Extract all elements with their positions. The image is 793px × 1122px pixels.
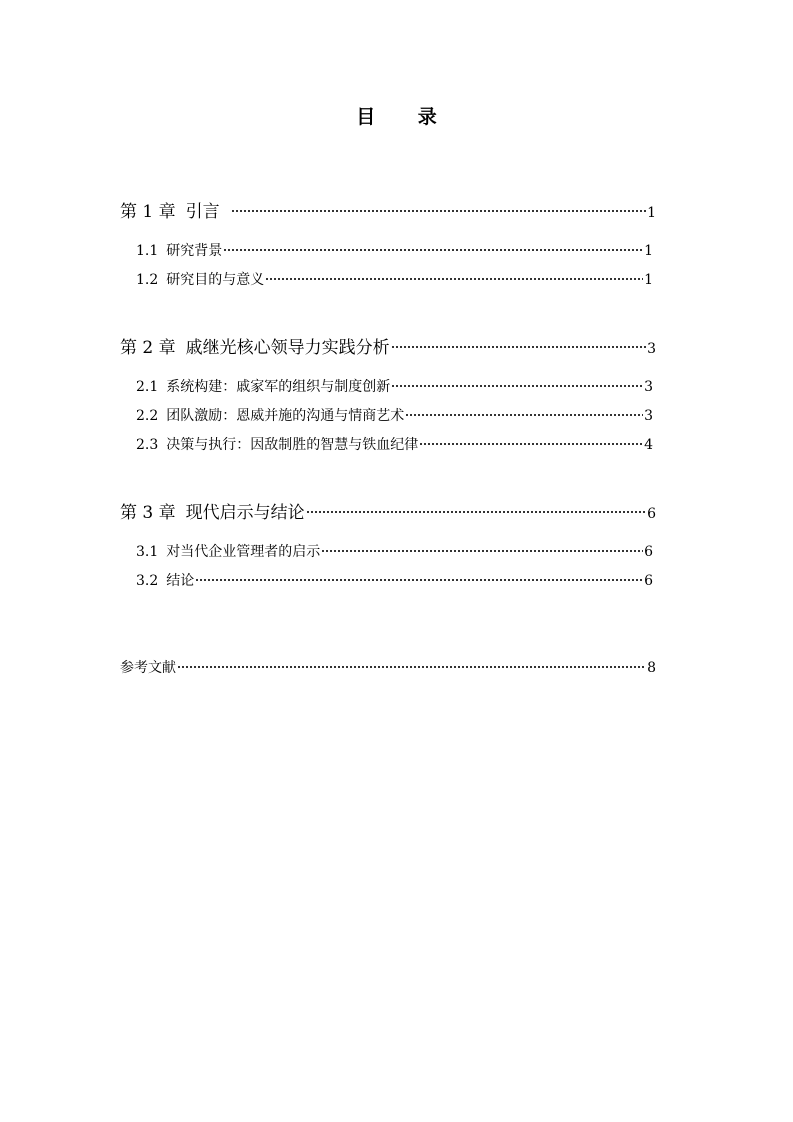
toc-entry-text bbox=[136, 376, 390, 398]
toc-entry-title: 研究背景 bbox=[166, 243, 223, 259]
toc-entry-number: 第 1 章 bbox=[120, 202, 176, 222]
toc-entry-number: 2.3 bbox=[136, 437, 159, 453]
toc-entry-number: 第 3 章 bbox=[120, 503, 176, 523]
toc-entry-title: 戚继光核心领导力实践分析 bbox=[185, 338, 390, 358]
toc-entry-title: 现代启示与结论 bbox=[185, 503, 305, 523]
toc-entry-section-2-2[interactable] bbox=[136, 405, 653, 427]
toc-entry-number: 2.1 bbox=[136, 379, 159, 395]
dot-leader bbox=[321, 549, 643, 553]
toc-entry-title: 结论 bbox=[166, 573, 195, 589]
toc-page-number: 1 bbox=[647, 205, 656, 221]
toc-page-number: 3 bbox=[644, 379, 653, 395]
toc-page-number: 6 bbox=[647, 506, 656, 522]
toc-entry-title: 决策与执行：因敌制胜的智慧与铁血纪律 bbox=[166, 437, 419, 453]
toc-title: 目 录 bbox=[356, 106, 455, 128]
toc-entry-number: 1.1 bbox=[136, 243, 159, 259]
toc-entry-text bbox=[120, 337, 390, 359]
toc-page-number: 4 bbox=[644, 437, 653, 453]
toc-entry-number: 1.2 bbox=[136, 272, 159, 288]
toc-entry-text bbox=[120, 201, 230, 223]
dot-leader bbox=[177, 665, 646, 669]
dot-leader bbox=[405, 413, 643, 417]
toc-page-number: 8 bbox=[647, 660, 656, 676]
toc-entry-title: 系统构建：戚家军的组织与制度创新 bbox=[166, 379, 391, 395]
toc-entry-title: 研究目的与意义 bbox=[166, 272, 265, 288]
toc-entry-text bbox=[120, 657, 176, 679]
toc-entry-title: 引言 bbox=[185, 202, 220, 222]
toc-page-number: 6 bbox=[644, 573, 653, 589]
toc-entry-section-2-1[interactable] bbox=[136, 376, 653, 398]
toc-entry-chapter-2[interactable] bbox=[120, 337, 656, 360]
dot-leader bbox=[195, 578, 643, 582]
dot-leader bbox=[223, 248, 643, 252]
toc-page-number: 3 bbox=[644, 408, 653, 424]
toc-entry-text bbox=[136, 240, 222, 262]
toc-entry-title: 对当代企业管理者的启示 bbox=[166, 544, 321, 560]
toc-entry-number: 3.2 bbox=[136, 573, 159, 589]
toc-entry-text bbox=[136, 570, 194, 592]
toc-entry-text bbox=[120, 502, 305, 524]
toc-page-number: 6 bbox=[644, 544, 653, 560]
toc-page-number: 1 bbox=[644, 243, 653, 259]
toc-entry-section-3-2[interactable] bbox=[136, 570, 653, 592]
toc-entry-title: 团队激励：恩威并施的沟通与情商艺术 bbox=[166, 408, 405, 424]
dot-leader bbox=[391, 384, 643, 388]
dot-leader bbox=[419, 442, 643, 446]
dot-leader bbox=[265, 277, 643, 281]
dot-leader bbox=[391, 345, 646, 349]
toc-entry-text bbox=[136, 405, 404, 427]
toc-entry-number: 3.1 bbox=[136, 544, 159, 560]
toc-entry-section-3-1[interactable] bbox=[136, 541, 653, 563]
toc-entry-chapter-3[interactable] bbox=[120, 502, 656, 525]
toc-entry-number: 2.2 bbox=[136, 408, 159, 424]
toc-entry-section-2-3[interactable] bbox=[136, 434, 653, 456]
toc-entry-title: 参考文献 bbox=[120, 660, 176, 676]
toc-entry-text bbox=[136, 541, 320, 563]
toc-page-number: 3 bbox=[647, 341, 656, 357]
toc-entry-number: 第 2 章 bbox=[120, 338, 176, 358]
toc-page-number: 1 bbox=[644, 272, 653, 288]
toc-entry-chapter-1[interactable] bbox=[120, 201, 656, 224]
dot-leader bbox=[306, 510, 646, 514]
toc-entry-references[interactable] bbox=[120, 657, 656, 679]
dot-leader bbox=[231, 209, 646, 213]
toc-entry-section-1-1[interactable] bbox=[136, 240, 653, 262]
toc-entry-section-1-2[interactable] bbox=[136, 269, 653, 291]
toc-entry-text bbox=[136, 434, 418, 456]
toc-entry-text bbox=[136, 269, 264, 291]
